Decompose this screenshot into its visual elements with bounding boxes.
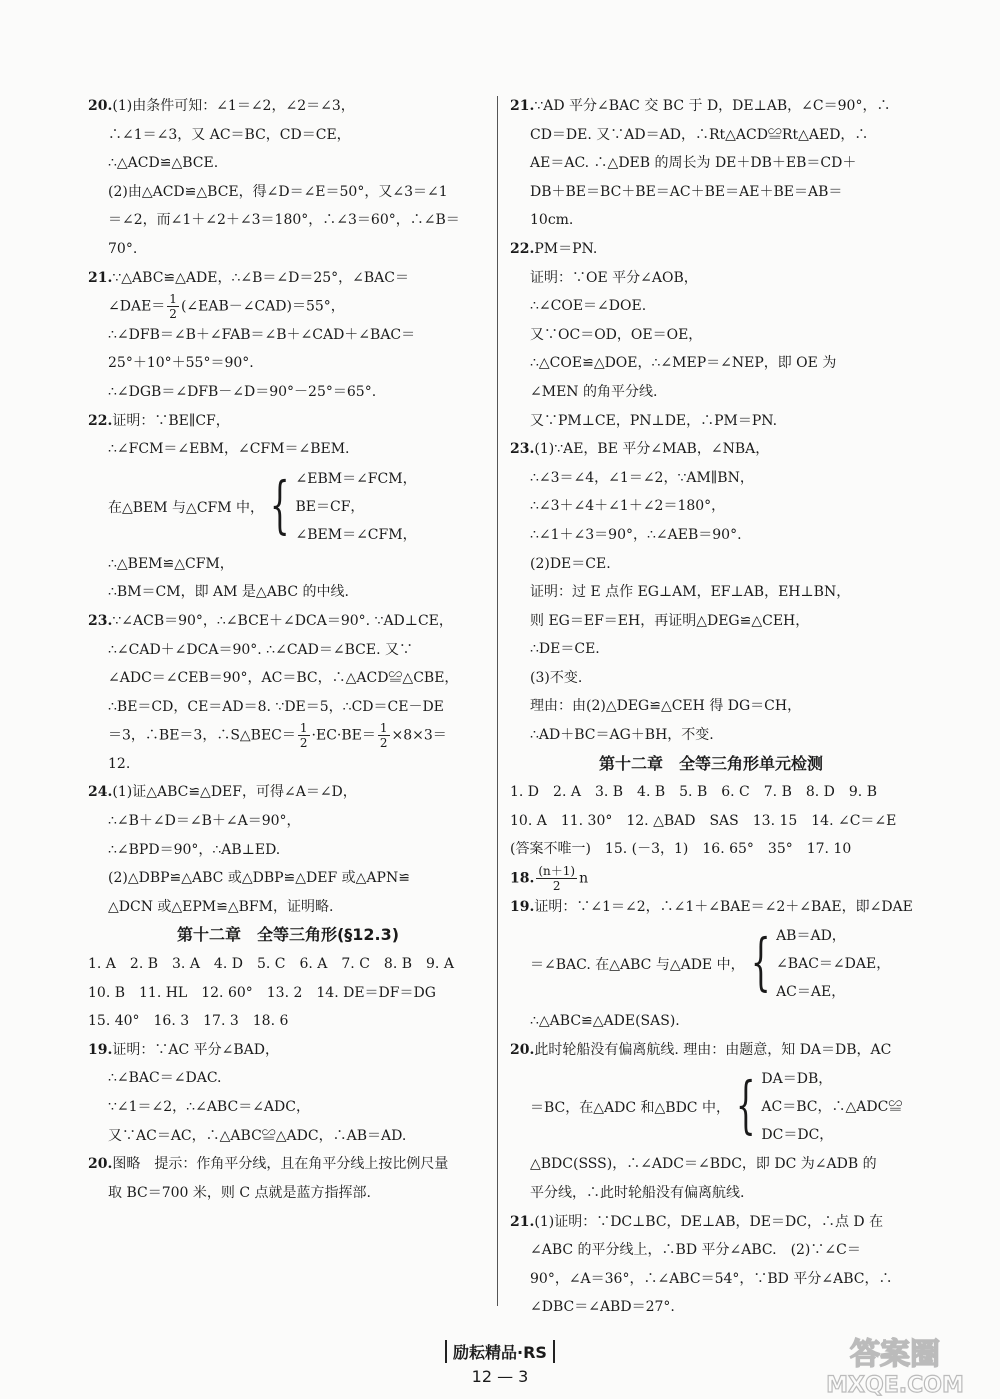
answer-text: 证明：∵OE 平分∠AOB，	[530, 269, 698, 286]
expr-text: ＝3，∴BE＝3，∴S△BEC＝	[108, 727, 296, 744]
answer-line	[88, 321, 488, 350]
condition-item: ∠BAC＝∠DAE，	[776, 956, 891, 973]
condition-item: ∠BEM＝∠CFM，	[295, 526, 417, 543]
answer-line	[510, 550, 912, 579]
answer-line	[88, 578, 488, 607]
question-number: 21.	[510, 1213, 535, 1230]
answer-line	[510, 206, 912, 235]
condition-block	[510, 1064, 912, 1150]
answer-line	[510, 264, 912, 293]
brace-group	[745, 922, 891, 1006]
right-column	[510, 92, 912, 1322]
brace-group	[264, 465, 417, 549]
fraction	[536, 864, 577, 893]
answer-text: 15. 40° 16. 3 17. 3 18. 6	[88, 1013, 289, 1030]
answer-line	[510, 1007, 912, 1036]
answer-text: DB＋BE＝BC＋BE＝AC＋BE＝AE＋BE＝AB＝	[530, 183, 843, 200]
answer-text: 90°，∠A＝36°，∴∠ABC＝54°，∵BD 平分∠ABC，∴	[530, 1270, 893, 1287]
answer-text: ∠ADC＝∠CEB＝90°，AC＝BC，∴△ACD≌△CBE，	[108, 670, 459, 687]
answer-line	[88, 550, 488, 579]
question-number: 20.	[510, 1041, 535, 1058]
answer-text: ∴∠BAC＝∠DAC.	[108, 1070, 222, 1087]
answer-text: 10. A 11. 30° 12. △BAD SAS 13. 15 14. ∠C＝∠E	[510, 812, 897, 829]
answer-text: 证明：∵AC 平分∠BAD，	[112, 1041, 279, 1058]
condition-item: AB＝AD，	[776, 928, 846, 945]
answer-text: ∴DE＝CE.	[530, 641, 600, 658]
numerator: (n＋1)	[538, 864, 576, 879]
answer-text: (2)DE＝CE.	[530, 555, 611, 572]
answer-line	[88, 836, 488, 865]
expr-text: ∠DAE＝	[108, 298, 166, 315]
answer-text: (3)不变.	[530, 669, 583, 686]
fraction	[378, 721, 390, 750]
condition-item: BE＝CF，	[295, 498, 365, 515]
answer-line	[510, 664, 912, 693]
answer-text: ∴BM＝CM，即 AM 是△ABC 的中线.	[108, 584, 349, 601]
brand-label: 励耘精品·RS	[445, 1340, 555, 1363]
answer-line	[88, 435, 488, 464]
answer-line	[510, 778, 912, 807]
question-number: 20.	[88, 1156, 113, 1173]
answer-line	[510, 1179, 912, 1208]
answer-text: ∴∠1＝∠3，又 AC＝BC，CD＝CE，	[108, 126, 351, 143]
answer-line	[88, 893, 488, 922]
watermark-line2: MXQE.COM	[826, 1373, 964, 1398]
answer-line	[510, 435, 912, 464]
answer-line	[510, 378, 912, 407]
answer-text: ∵∠ACB＝90°，∴∠BCE＋∠DCA＝90°. ∵AD⊥CE，	[112, 612, 453, 629]
brace-items	[776, 922, 890, 1006]
answer-text: ∴AD＋BC＝AG＋BH，不变.	[530, 727, 714, 744]
answer-line	[88, 178, 488, 207]
answer-text: ∴△COE≌△DOE，∴∠MEP＝∠NEP，即 OE 为	[530, 355, 837, 372]
answer-line	[510, 1293, 912, 1322]
answer-text: ∴∠3＝∠4，∠1＝∠2，∵AM∥BN，	[530, 469, 754, 486]
answer-line	[88, 693, 488, 722]
numerator: 1	[299, 721, 308, 736]
question-number: 19.	[88, 1041, 113, 1058]
denominator: 2	[299, 736, 308, 751]
brace-symbol: {	[735, 1068, 756, 1142]
answer-line	[510, 864, 912, 893]
answer-line	[88, 807, 488, 836]
answer-text: 25°＋10°＋55°＝90°.	[108, 355, 254, 372]
condition-lead: 在△BEM 与△CFM 中，	[108, 499, 265, 516]
answer-text: (1)证明：∵DC⊥BC，DE⊥AB，DE＝DC，∴点 D 在	[534, 1213, 884, 1230]
answer-text: (1)∵AE，BE 平分∠MAB，∠NBA，	[534, 441, 770, 458]
answer-line	[510, 1036, 912, 1065]
left-column	[88, 92, 488, 1207]
answer-line	[510, 492, 912, 521]
condition-block	[88, 464, 488, 550]
answer-text: ∴∠FCM＝∠EBM，∠CFM＝∠BEM.	[108, 441, 350, 458]
answer-text: CD＝DE. 又∵AD＝AD，∴Rt△ACD≌Rt△AED，∴	[530, 126, 869, 143]
section-heading: 第十二章 全等三角形单元检测	[598, 753, 823, 773]
condition-item: ∠EBM＝∠FCM，	[295, 470, 417, 487]
condition-item: AC＝AE，	[776, 984, 846, 1001]
answer-line	[88, 721, 488, 750]
answer-text: ∴∠DGB＝∠DFB－∠D＝90°－25°＝65°.	[108, 383, 377, 400]
answer-line	[510, 893, 912, 922]
answer-line	[510, 235, 912, 264]
denominator: 2	[169, 307, 177, 322]
answer-text: ∵∠1＝∠2，∴∠ABC＝∠ADC，	[108, 1099, 310, 1115]
answer-line	[88, 206, 488, 235]
answer-text: ∴△ABC≌△ADE(SAS).	[530, 1013, 680, 1030]
numerator: 1	[169, 292, 177, 307]
answer-text: 则 EG＝EF＝EH，再证明△DEG≌△CEH，	[530, 612, 810, 629]
answer-line	[510, 178, 912, 207]
answer-text: ∵△ABC≌△ADE，∴∠B＝∠D＝25°，∠BAC＝	[112, 269, 409, 286]
answer-text: ∴∠3＋∠4＋∠1＋∠2＝180°，	[530, 498, 726, 515]
answer-line	[88, 349, 488, 378]
answer-line	[510, 521, 912, 550]
answer-line	[88, 1179, 488, 1208]
question-number: 23.	[510, 441, 535, 458]
answer-line	[510, 321, 912, 350]
answer-text: 70°.	[108, 240, 138, 257]
denominator: 2	[379, 736, 388, 751]
answer-text: 10cm.	[530, 212, 574, 229]
answer-line	[88, 979, 488, 1008]
answer-line	[510, 607, 912, 636]
answer-line	[88, 750, 488, 779]
answer-text: 此时轮船没有偏离航线. 理由：由题意，知 DA＝DB，AC	[534, 1041, 892, 1058]
answer-text: 证明：∵BE∥CF，	[112, 412, 230, 429]
brace-symbol: {	[750, 925, 771, 999]
expr-text: n	[579, 870, 589, 887]
numerator: 1	[379, 721, 388, 736]
answer-line	[510, 121, 912, 150]
condition-block	[510, 921, 912, 1007]
answer-line	[510, 349, 912, 378]
answer-text: ∴∠COE＝∠DOE.	[530, 298, 647, 315]
answer-line	[88, 1036, 488, 1065]
answer-text: △BDC(SSS)，∴∠ADC＝∠BDC，即 DC 为∠ADB 的	[530, 1156, 877, 1173]
answer-text: (答案不唯一) 15. (－3，1) 16. 65° 35° 17. 10	[510, 841, 852, 858]
answer-text: ∴∠B＋∠D＝∠B＋∠A＝90°，	[108, 813, 301, 830]
answer-text: 证明：过 E 点作 EG⊥AM，EF⊥AB，EH⊥BN，	[530, 584, 851, 601]
answer-text: 理由：由(2)△DEG≌△CEH 得 DG＝CH，	[530, 698, 802, 715]
answer-line	[510, 1208, 912, 1237]
answer-line	[88, 1007, 488, 1036]
answer-text: 又∵OC＝OD，OE＝OE，	[530, 326, 703, 343]
question-number: 23.	[88, 612, 113, 629]
answer-text: 又∵PM⊥CE，PN⊥DE，∴PM＝PN.	[530, 412, 778, 429]
answer-text: 1. D 2. A 3. B 4. B 5. B 6. C 7. B 8. D 9. B	[510, 784, 877, 801]
brace-items	[761, 1065, 902, 1149]
brace-symbol: {	[269, 467, 290, 541]
answer-text: AE＝AC. ∴△DEB 的周长为 DE＋DB＋EB＝CD＋	[530, 155, 857, 172]
answer-line	[88, 264, 488, 293]
answer-line	[510, 692, 912, 721]
answer-line	[88, 378, 488, 407]
answer-text: ＝∠2，而∠1＋∠2＋∠3＝180°，∴∠3＝60°，∴∠B＝	[108, 212, 460, 229]
answer-text: ∴△BEM≌△CFM，	[108, 555, 234, 572]
answer-line	[88, 664, 488, 693]
expr-text: ×8×3＝	[391, 727, 447, 744]
answer-text: (2)由△ACD≌△BCE，得∠D＝∠E＝50°，又∠3＝∠1	[108, 183, 448, 200]
answer-text: PM＝PN.	[534, 240, 598, 257]
answer-text: ∴BE＝CD，CE＝AD＝8. ∵DE＝5，∴CD＝CE－DE	[108, 698, 444, 715]
answer-line	[88, 778, 488, 807]
page-number: 12 — 3	[471, 1367, 529, 1386]
question-number: 21.	[88, 269, 113, 286]
condition-lead: ＝∠BAC. 在△ABC 与△ADE 中，	[530, 957, 745, 974]
answer-line	[510, 464, 912, 493]
question-number: 22.	[510, 240, 535, 257]
answer-line	[88, 92, 488, 121]
answer-text: ∵AD 平分∠BAC 交 BC 于 D，DE⊥AB，∠C＝90°，∴	[534, 98, 891, 114]
answer-line	[88, 636, 488, 665]
answer-text: ∴△ACD≌△BCE.	[108, 155, 219, 172]
answer-text: 证明：∵∠1＝∠2，∴∠1＋∠BAE＝∠2＋∠BAE，即∠DAE	[534, 898, 913, 915]
answer-text: 10. B 11. HL 12. 60° 13. 2 14. DE＝DF＝DG	[88, 984, 436, 1001]
fraction	[167, 292, 179, 321]
answer-line	[510, 1150, 912, 1179]
answer-text: ∴∠1＋∠3＝90°，∴∠AEB＝90°.	[530, 526, 742, 543]
question-number: 21.	[510, 98, 535, 114]
answer-text: ∴∠DFB＝∠B＋∠FAB＝∠B＋∠CAD＋∠BAC＝	[108, 326, 416, 343]
answer-line	[88, 235, 488, 264]
answer-line	[88, 950, 488, 979]
condition-item: DC＝DC，	[761, 1127, 834, 1144]
answer-line	[88, 1150, 488, 1179]
answer-line	[88, 121, 488, 150]
answer-line	[88, 864, 488, 893]
answer-text: ∠DBC＝∠ABD＝27°.	[530, 1299, 675, 1316]
answer-line	[510, 407, 912, 436]
question-number: 18.	[510, 870, 535, 887]
answer-line	[88, 1122, 488, 1151]
answer-text: (2)△DBP≌△ABC 或△DBP≌△DEF 或△APN≌	[108, 870, 410, 887]
answer-line	[510, 835, 912, 864]
answer-text: ∠MEN 的角平分线.	[530, 383, 658, 400]
answer-text: ∠ABC 的平分线上，∴BD 平分∠ABC. (2)∵∠C＝	[530, 1242, 861, 1259]
answer-text: (1)由条件可知：∠1＝∠2，∠2＝∠3，	[112, 98, 355, 114]
answer-text: 取 BC＝700 米，则 C 点就是蓝方指挥部.	[108, 1184, 371, 1201]
condition-lead: ＝BC，在△ADC 和△BDC 中，	[530, 1100, 730, 1117]
answer-text: △DCN 或△EPM≌△BFM，证明略.	[108, 898, 334, 915]
answer-line	[510, 807, 912, 836]
answer-text: 图略 提示：作角平分线，且在角平分线上按比例尺量	[112, 1156, 449, 1173]
answer-text: 平分线，∴此时轮船没有偏离航线.	[530, 1185, 745, 1201]
answer-line	[88, 407, 488, 436]
answer-line	[88, 292, 488, 321]
answer-line	[510, 92, 912, 121]
answer-line	[88, 607, 488, 636]
answer-text: 1. A 2. B 3. A 4. D 5. C 6. A 7. C 8. B 9. A	[88, 956, 454, 973]
answer-text: 又∵AC＝AC，∴△ABC≌△ADC，∴AB＝AD.	[108, 1127, 407, 1144]
expr-text: ·EC·BE＝	[311, 727, 376, 744]
answer-text: 12.	[108, 755, 131, 772]
answer-line	[510, 149, 912, 178]
condition-item: AC＝BC，∴△ADC≌	[761, 1099, 903, 1116]
brace-group	[730, 1065, 902, 1149]
question-number: 20.	[88, 98, 113, 114]
answer-text: ∴∠BPD＝90°，∴AB⊥ED.	[108, 841, 281, 858]
brace-items	[296, 465, 417, 549]
answer-line	[88, 149, 488, 178]
answer-line	[510, 578, 912, 607]
answer-line	[510, 635, 912, 664]
watermark-line1: 答案圈	[850, 1337, 940, 1372]
answer-line	[510, 292, 912, 321]
answer-text: (1)证△ABC≌△DEF，可得∠A＝∠D，	[112, 784, 357, 801]
question-number: 24.	[88, 784, 113, 801]
column-divider	[497, 96, 498, 1306]
answer-line	[510, 721, 912, 750]
answer-line	[510, 1265, 912, 1294]
answer-line	[88, 1093, 488, 1122]
question-number: 22.	[88, 412, 113, 429]
answer-line	[88, 1064, 488, 1093]
denominator: 2	[552, 879, 561, 894]
answer-text: ∴∠CAD＋∠DCA＝90°. ∴∠CAD＝∠BCE. 又∵	[108, 641, 413, 658]
fraction	[298, 721, 310, 750]
condition-item: DA＝DB，	[761, 1071, 833, 1088]
question-number: 19.	[510, 898, 535, 915]
expr-text: (∠EAB－∠CAD)＝55°，	[180, 298, 345, 315]
section-heading: 第十二章 全等三角形(§12.3)	[176, 925, 400, 945]
watermark-logo	[800, 1330, 990, 1398]
answer-line	[510, 1236, 912, 1265]
